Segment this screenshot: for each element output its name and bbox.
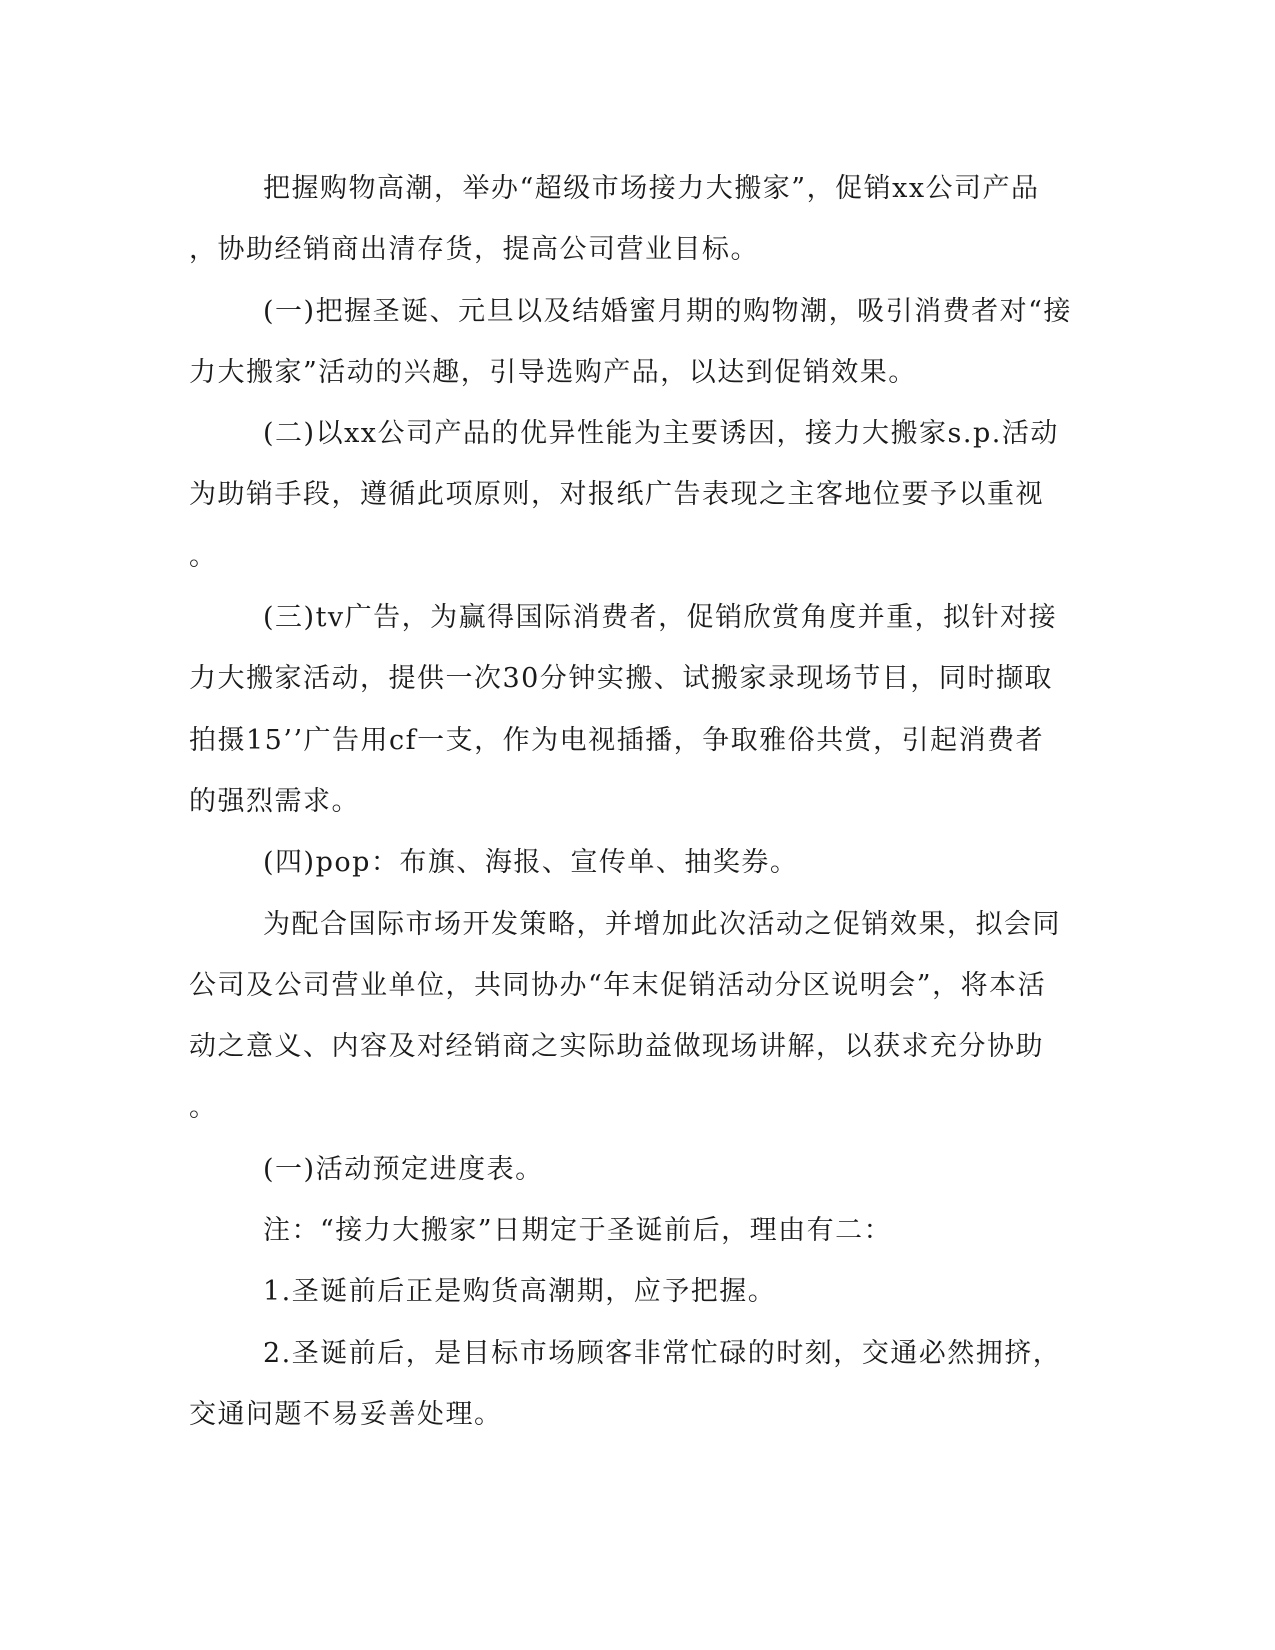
text-line: 把握购物高潮，举办“超级市场接力大搬家”，促销xx公司产品 [263, 173, 1040, 204]
text-line: 。 [189, 540, 218, 572]
paragraph-reason-2 [189, 1323, 1069, 1446]
paragraph-item-2 [189, 403, 1069, 587]
text-line: (一)把握圣诞、元旦以及结婚蜜月期的购物潮，吸引消费者对“接 [263, 295, 1072, 327]
text-line: 力大搬家活动，提供一次30分钟实搬、试搬家录现场节目，同时撷取 [189, 663, 1053, 695]
text-line: 注：“接力大搬家”日期定于圣诞前后，理由有二： [263, 1215, 893, 1247]
paragraph-note [189, 1200, 1069, 1261]
text-line: 公司及公司营业单位，共同协办“年末促销活动分区说明会”，将本活 [189, 969, 1047, 1001]
text-line: 拍摄15’’广告用cf一支，作为电视插播，争取雅俗共赏，引起消费者 [189, 724, 1045, 756]
text-line: 的强烈需求。 [189, 785, 360, 817]
text-line: 1.圣诞前后正是购货高潮期，应予把握。 [263, 1276, 777, 1308]
text-line: (三)tv广告，为赢得国际消费者，促销欣赏角度并重，拟针对接 [263, 602, 1058, 634]
text-line: 为助销手段，遵循此项原则，对报纸广告表现之主客地位要予以重视 [189, 479, 1044, 511]
text-line: 。 [189, 1092, 218, 1124]
text-line: 力大搬家”活动的兴趣，引导选购产品，以达到促销效果。 [189, 356, 917, 388]
paragraph-schedule [189, 1139, 1069, 1200]
paragraph-strategy [189, 894, 1069, 1139]
paragraph-item-3 [189, 587, 1069, 832]
text-line: 2.圣诞前后，是目标市场顾客非常忙碌的时刻，交通必然拥挤， [263, 1337, 1062, 1369]
text-line: ，协助经销商出清存货，提高公司营业目标。 [189, 234, 759, 266]
text-line: 交通问题不易妥善处理。 [189, 1398, 503, 1430]
text-line: (二)以xx公司产品的优异性能为主要诱因，接力大搬家s.p.活动 [263, 418, 1059, 450]
text-line: (四)pop：布旗、海报、宣传单、抽奖券。 [263, 847, 799, 879]
paragraph-intro [189, 158, 1069, 281]
paragraph-item-4 [189, 832, 1069, 893]
document-body [189, 158, 1072, 1445]
text-line: 动之意义、内容及对经销商之实际助益做现场讲解，以获求充分协助 [189, 1031, 1044, 1063]
paragraph-item-1 [189, 281, 1072, 404]
text-line: (一)活动预定进度表。 [263, 1153, 544, 1185]
paragraph-reason-1 [189, 1261, 1069, 1322]
text-line: 为配合国际市场开发策略，并增加此次活动之促销效果，拟会同 [263, 908, 1061, 940]
